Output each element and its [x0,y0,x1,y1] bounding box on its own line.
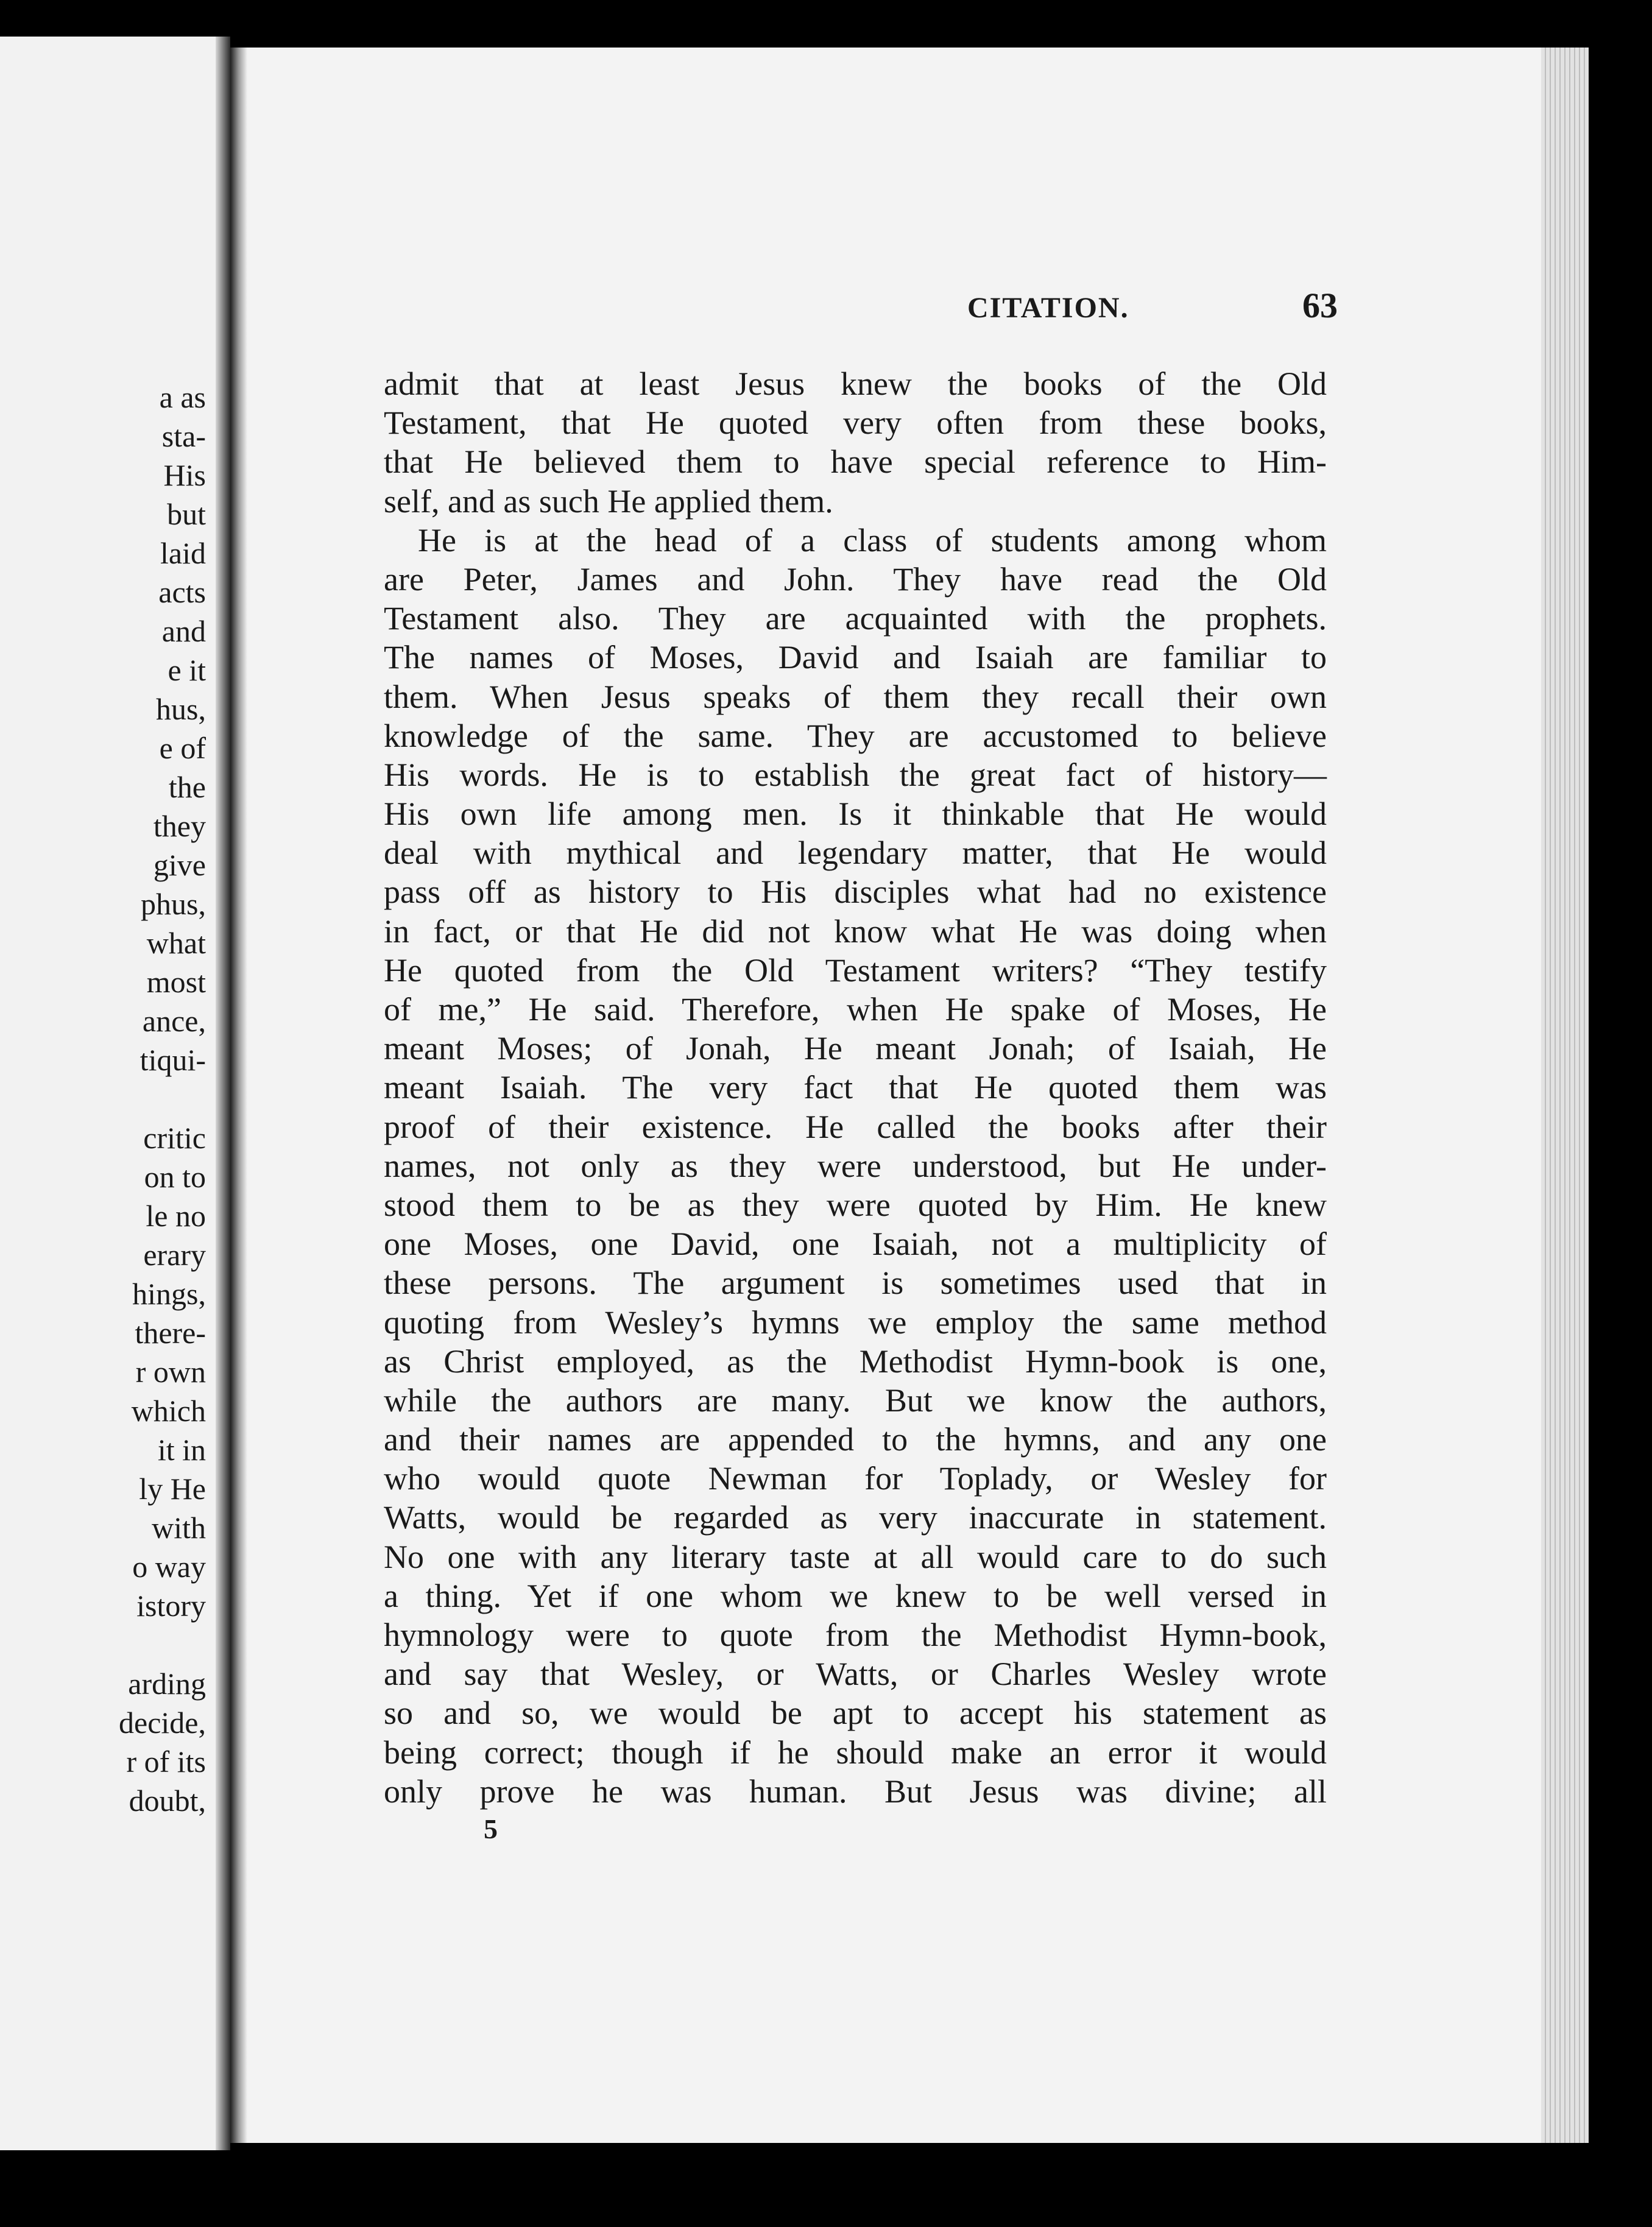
previous-page [0,37,230,2150]
text-line: in fact, or that He did not know what He was doing when [384,912,1327,950]
previous-page-line: with [152,1511,206,1545]
previous-page-line: o way [132,1550,206,1584]
previous-page-line: a as [159,380,206,414]
previous-page-line: r of its [126,1745,206,1779]
text-line: His words. He is to establish the great fact of history— [384,756,1327,793]
signature-mark: 5 [484,1813,498,1844]
text-line: that He believed them to have special reference to Him- [384,443,1327,481]
previous-page-line: ance, [142,1004,206,1038]
text-line: them. When Jesus speaks of them they recall their own [384,678,1327,715]
text-line: deal with mythical and legendary matter, that He would [384,835,1327,872]
previous-page-line: e of [159,731,206,765]
previous-page-line: but [167,497,206,531]
previous-page-line: sta- [161,419,206,453]
left-page-gutter [216,37,230,2150]
previous-page-line: phus, [141,887,206,921]
text-line: self, and as such He applied them. [384,482,833,520]
previous-page-line [5,1079,206,1118]
text-line: proof of their existence. He called the books after their [384,1108,1327,1145]
text-line: Testament, that He quoted very often from these books, [384,404,1327,442]
previous-page-line: which [131,1394,206,1428]
previous-page-line: istory [136,1589,206,1623]
previous-page-line: r own [135,1355,206,1389]
text-line: meant Isaiah. The very fact that He quoted them was [384,1069,1327,1106]
previous-page-line: they [153,809,206,843]
text-line: The names of Moses, David and Isaiah are familiar to [384,639,1327,676]
previous-page-line: critic [143,1121,206,1155]
book-spine-shadow [230,48,247,2143]
text-line: one Moses, one David, one Isaiah, not a multiplicity of [384,1226,1327,1263]
previous-page-line: it in [157,1433,206,1467]
text-line: of me,” He said. Therefore, when He spake of Moses, He [384,991,1327,1028]
text-line: and say that Wesley, or Watts, or Charles Wesley wrote [384,1656,1327,1693]
text-line: and their names are appended to the hymns, and any one [384,1421,1327,1458]
previous-page-line: hings, [132,1277,206,1311]
previous-page-line: hus, [156,692,206,726]
text-line: His own life among men. Is it thinkable that He would [384,796,1327,833]
running-head: CITATION. [967,292,1129,324]
text-line: He is at the head of a class of students among whom [418,521,1327,559]
text-line: quoting from Wesley’s hymns we employ the same method [384,1304,1327,1341]
text-line: these persons. The argument is sometimes used that in [384,1265,1327,1302]
text-line: while the authors are many. But we know the authors, [384,1382,1327,1419]
current-page [230,48,1589,2143]
previous-page-line: most [146,965,206,999]
previous-page-line: doubt, [129,1784,206,1818]
previous-page-line: arding [128,1667,206,1701]
text-line: as Christ employed, as the Methodist Hymn-book is one, [384,1343,1327,1380]
previous-page-line: le no [146,1199,206,1233]
text-line: hymnology were to quote from the Methodist Hymn-book, [384,1617,1327,1653]
previous-page-line: laid [160,536,206,570]
text-line: so and so, we would be apt to accept his statement as [384,1695,1327,1732]
previous-page-line: give [153,848,206,882]
text-line: Watts, would be regarded as very inaccurate in statement. [384,1499,1327,1536]
text-line: admit that at least Jesus knew the books of the Old [384,365,1327,402]
text-line: He quoted from the Old Testament writers? “They testify [384,951,1327,989]
previous-page-line: acts [158,575,206,609]
previous-page-line: on to [144,1160,206,1194]
previous-page-line: erary [143,1238,206,1272]
text-line: are Peter, James and John. They have read the Old [384,560,1327,598]
body-text [384,364,1327,1811]
previous-page-line: what [146,926,206,960]
previous-page-line: His [163,458,206,492]
text-line: stood them to be as they were quoted by Him. He knew [384,1186,1327,1223]
previous-page-line: decide, [119,1706,206,1740]
previous-page-line: and [161,614,206,648]
page-number: 63 [1302,286,1338,325]
previous-page-line: ly He [139,1472,206,1506]
text-line: being correct; though if he should make an error it would [384,1734,1327,1771]
text-line: No one with any literary taste at all would care to do such [384,1538,1327,1575]
text-line: a thing. Yet if one whom we knew to be well versed in [384,1577,1327,1614]
previous-page-line: tiqui- [139,1043,206,1077]
page-fore-edge [1541,48,1589,2143]
text-line: Testament also. They are acquainted with the prophets. [384,600,1327,637]
text-line: meant Moses; of Jonah, He meant Jonah; of Isaiah, He [384,1030,1327,1067]
text-line: pass off as history to His disciples what had no existence [384,874,1327,911]
text-line: knowledge of the same. They are accustomed to believe [384,717,1327,754]
text-line: names, not only as they were understood, but He under- [384,1147,1327,1184]
previous-page-line: e it [168,653,206,687]
text-line: only prove he was human. But Jesus was divine; all [384,1773,1327,1810]
previous-page-line [5,1625,206,1664]
text-line: who would quote Newman for Toplady, or Wesley for [384,1460,1327,1497]
previous-page-line: the [168,770,206,804]
previous-page-text-fragments [5,378,206,1820]
previous-page-line: there- [135,1316,206,1350]
